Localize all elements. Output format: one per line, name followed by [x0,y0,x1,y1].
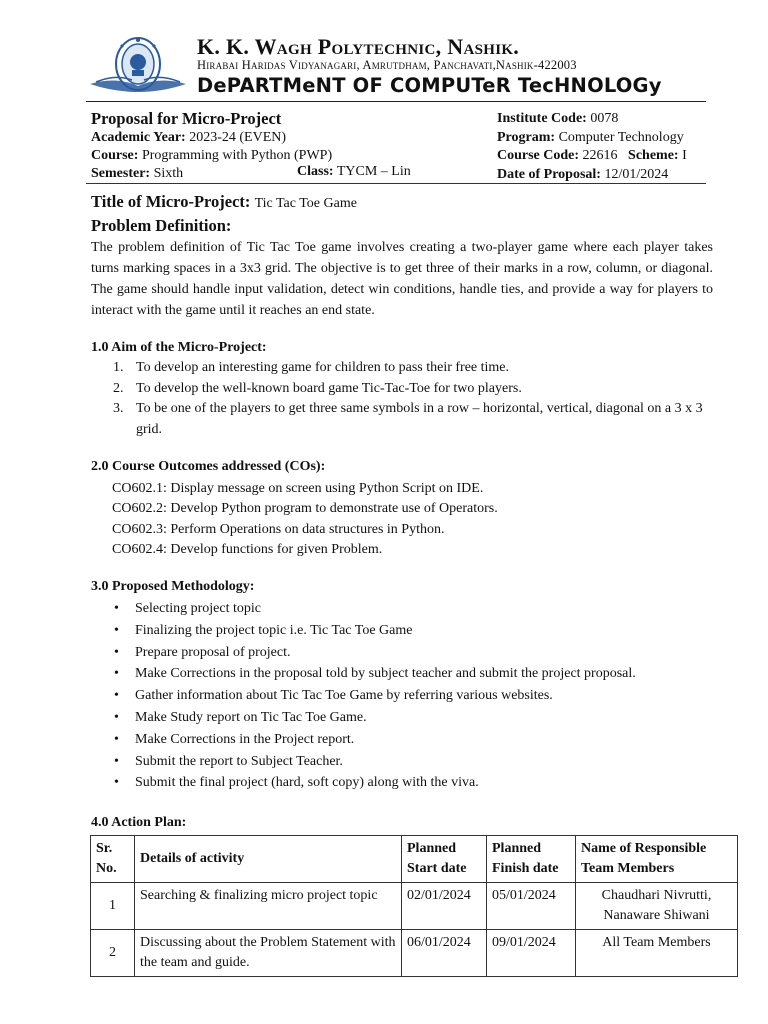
list-item: • Make Corrections in the proposal told by subject teacher and submit the project proposal. [112,663,636,685]
program-label: Program: [497,129,556,145]
action-plan-heading: 4.0 Action Plan: [91,815,187,830]
column-header-start-date [402,836,487,883]
list-number: 2. [113,380,124,396]
list-item: CO602.3: Perform Operations on data structures in Python. [112,521,445,537]
program-line [497,129,687,148]
cell-start-date: 02/01/2024 [402,883,487,930]
semester-line [91,165,332,183]
list-text: To develop an interesting game for children to pass their free time. [136,360,510,375]
list-item: CO602.2: Develop Python program to demonstrate use of Operators. [112,501,498,517]
class-line [297,164,411,180]
header-text: Sr. [96,841,113,856]
institute-code-label: Institute Code: [497,111,587,126]
list-number: 3. [113,401,124,416]
meta-divider [86,183,706,184]
micro-project-title-line [91,192,357,212]
list-item: • Gather information about Tic Tac Toe Game by referring various websites. [112,685,636,707]
department-name: DePARTMeNT OF COMPUTeR TecHNOLOGy [197,74,662,97]
cell-details: Searching & finalizing micro project topic [135,883,402,930]
proposal-heading: Proposal for Micro-Project [91,109,282,128]
list-item: • Finalizing the project topic i.e. Tic Tac Toe Game [112,620,636,642]
institute-code-line [497,110,687,129]
header-text: Start date [407,861,467,876]
cell-details: Discussing about the Problem Statement with the team and guide. [135,930,402,977]
problem-definition-heading: Problem Definition: [91,216,232,235]
header-text: Team Members [581,861,675,876]
column-header-sr-no [91,836,135,883]
course-outcomes-heading: 2.0 Course Outcomes addressed (COs): [91,459,326,474]
header-text: Name of Responsible [581,841,707,856]
cell-finish-date: 09/01/2024 [487,930,576,977]
list-item [91,379,713,400]
header-text: Planned [492,841,542,856]
column-header-details: Details of activity [135,836,402,883]
list-item: • Make Corrections in the Project report. [112,729,636,751]
cell-sr-no: 1 [91,883,135,930]
scheme-value: I [682,148,687,163]
academic-year-value: 2023-24 (EVEN) [189,130,287,145]
course-code-line [497,147,687,166]
course-code-label: Course Code: [497,148,580,163]
cell-start-date: 06/01/2024 [402,930,487,977]
institute-name: K. K. Wagh Polytechnic, Nashik. [197,34,520,59]
list-item: CO602.4: Develop functions for given Problem. [112,541,383,557]
cell-responsible: All Team Members [576,930,738,977]
list-item: • Prepare proposal of project. [112,642,636,664]
aim-heading: 1.0 Aim of the Micro-Project: [91,340,267,355]
institute-code-value: 0078 [590,111,619,126]
list-item: CO602.1: Display message on screen using Python Script on IDE. [112,481,484,496]
list-item: • Selecting project topic [112,598,636,620]
list-item: • Make Study report on Tic Tac Toe Game. [112,707,636,729]
table-header-row [91,836,738,883]
aim-list [91,358,713,440]
class-label: Class: [297,164,334,179]
proposal-meta-right [497,110,687,184]
table-row [91,930,738,977]
header-text: Finish date [492,861,559,876]
micro-project-title-label: Title of Micro-Project: [91,192,251,211]
course-value: Programming with Python (PWP) [141,148,333,163]
header-text: Planned [407,841,457,856]
course-line [91,147,332,165]
semester-value: Sixth [153,166,184,181]
scheme-label: Scheme: [628,148,679,163]
program-value: Computer Technology [558,129,684,145]
column-header-finish-date [487,836,576,883]
institute-address: Hirabai Haridas Vidyanagari, Amrutdham, Panchavati,Nashik-422003 [197,58,577,72]
cell-text: Chaudhari Nivrutti, [601,888,712,903]
action-plan-table [90,835,738,977]
table-row [91,883,738,930]
micro-project-title-value: Tic Tac Toe Game [254,196,357,211]
college-logo-emblem [86,34,190,96]
course-outcomes-list [112,479,498,560]
academic-year-line [91,129,332,147]
column-header-responsible [576,836,738,883]
date-line [497,166,687,185]
date-value: 12/01/2024 [604,166,669,182]
list-text: To be one of the players to get three same symbols in a row – horizontal, vertical, diagonal on a 3 x 3 grid. [136,401,703,437]
list-item: • Submit the report to Subject Teacher. [112,751,636,773]
list-item [91,358,713,379]
cell-finish-date: 05/01/2024 [487,883,576,930]
date-label: Date of Proposal: [497,166,601,182]
cell-text: Nanaware Shiwani [603,908,710,923]
list-item: • Submit the final project (hard, soft copy) along with the viva. [112,772,636,794]
list-item [91,399,713,440]
proposal-meta-left [91,109,332,183]
methodology-heading: 3.0 Proposed Methodology: [91,579,255,594]
list-number: 1. [113,360,124,375]
cell-sr-no: 2 [91,930,135,977]
course-label: Course: [91,148,139,163]
academic-year-label: Academic Year: [91,130,186,145]
problem-definition-text: The problem definition of Tic Tac Toe game involves creating a two-player game where each player takes turns marking spaces in a 3x3 grid. The objective is to get three of their marks in a row, column, or diagonal. The game should handle input validation, detect win conditions, handle ties, and provide a way for players to interact with the game until it reaches an end state. [91,240,713,318]
header-divider [86,101,706,102]
list-text: To develop the well-known board game Tic-Tac-Toe for two players. [136,380,522,396]
class-value: TYCM – Lin [336,164,411,179]
semester-label: Semester: [91,166,151,181]
cell-responsible [576,883,738,930]
header-text: No. [96,861,117,876]
methodology-list [112,598,636,794]
course-code-value: 22616 [582,148,618,163]
